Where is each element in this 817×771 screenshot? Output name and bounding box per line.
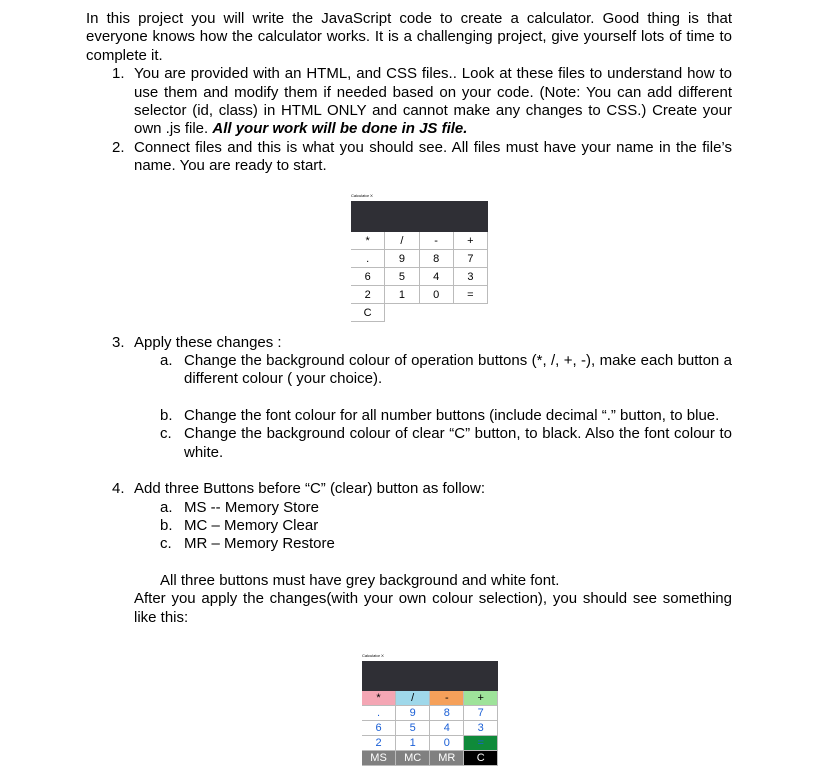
digit-5-button[interactable]: 5 — [396, 721, 430, 736]
sub-label: c. — [160, 535, 172, 553]
calculator-figure-styled — [362, 653, 498, 766]
sub-item-3c — [160, 425, 732, 462]
sub-item-4b-text: MC – Memory Clear — [184, 516, 319, 534]
subtract-button[interactable]: - — [419, 232, 453, 250]
list-item-4 — [112, 480, 732, 498]
divide-button[interactable]: / — [396, 691, 430, 706]
list-item-4-text: Add three Buttons before “C” (clear) button as follow: — [134, 480, 486, 498]
digit-5-button[interactable]: 5 — [385, 268, 419, 286]
equals-button[interactable]: = — [453, 286, 487, 304]
decimal-button[interactable]: . — [362, 706, 396, 721]
clear-button[interactable]: C — [351, 304, 385, 322]
calculator-buttons — [351, 232, 488, 322]
sub-label: b. — [160, 516, 173, 534]
decimal-button[interactable]: . — [351, 250, 385, 268]
calculator-title: Calculator X — [351, 193, 373, 198]
calculator-title: Calculator X — [362, 653, 384, 658]
equals-button[interactable]: = — [464, 736, 498, 751]
digit-6-button[interactable]: 6 — [362, 721, 396, 736]
digit-1-button[interactable]: 1 — [385, 286, 419, 304]
sub-item-4a — [160, 499, 732, 517]
calculator-figure-original — [351, 193, 488, 322]
digit-7-button[interactable]: 7 — [464, 706, 498, 721]
digit-4-button[interactable]: 4 — [419, 268, 453, 286]
list-item-1-emphasis: All your work will be done in JS file. — [212, 120, 468, 138]
add-button[interactable]: + — [464, 691, 498, 706]
digit-1-button[interactable]: 1 — [396, 736, 430, 751]
divide-button[interactable]: / — [385, 232, 419, 250]
sub-item-4b — [160, 517, 732, 535]
digit-0-button[interactable]: 0 — [419, 286, 453, 304]
digit-2-button[interactable]: 2 — [362, 736, 396, 751]
digit-6-button[interactable]: 6 — [351, 268, 385, 286]
list-item-3 — [112, 334, 732, 352]
sub-item-3c-text: Change the background colour of clear “C” button, to black. Also the font colour to white. — [184, 425, 732, 461]
empty-cell — [453, 304, 487, 322]
intro-paragraph: In this project you will write the JavaScript code to create a calculator. Good thing is that everyone knows how the calculator works. It is a challenging project, give yourself lots of time to complete it. — [86, 10, 732, 64]
list-item-3-text: Apply these changes : — [134, 333, 282, 351]
list-number: 3. — [112, 333, 125, 351]
digit-8-button[interactable]: 8 — [430, 706, 464, 721]
memory-store-button[interactable]: MS — [362, 751, 396, 766]
multiply-button[interactable]: * — [351, 232, 385, 250]
digit-8-button[interactable]: 8 — [419, 250, 453, 268]
memory-restore-button[interactable]: MR — [430, 751, 464, 766]
calculator-buttons — [362, 691, 498, 766]
sub-label: c. — [160, 425, 172, 443]
digit-2-button[interactable]: 2 — [351, 286, 385, 304]
sub-label: b. — [160, 406, 173, 424]
list-item-2-text: Connect files and this is what you should see. All files must have your name in the file’s name. You are ready to start. — [134, 138, 732, 175]
memory-clear-button[interactable]: MC — [396, 751, 430, 766]
note-grey-buttons: All three buttons must have grey background and white font. — [160, 571, 560, 589]
digit-0-button[interactable]: 0 — [430, 736, 464, 751]
digit-4-button[interactable]: 4 — [430, 721, 464, 736]
list-item-1-text: You are provided with an HTML, and CSS files.. Look at these files to understand how to use them and modify them if needed based on your code. (Note: You can add different selector (id, class) in HTML ONLY and cannot make any changes to CSS.) Create your own .js file. — [134, 65, 732, 138]
note-result: After you apply the changes(with your own colour selection), you should see something like this: — [134, 590, 732, 626]
sub-label: a. — [160, 352, 173, 370]
list-number: 2. — [112, 138, 125, 156]
sub-item-4c-text: MR – Memory Restore — [184, 535, 335, 553]
list-number: 4. — [112, 480, 125, 498]
sub-item-3a-text: Change the background colour of operation buttons (*, /, +, -), make each button a different colour ( your choice). — [184, 352, 732, 388]
sub-label: a. — [160, 498, 173, 516]
add-button[interactable]: + — [453, 232, 487, 250]
list-number: 1. — [112, 65, 125, 83]
multiply-button[interactable]: * — [362, 691, 396, 706]
sub-item-4c — [160, 535, 732, 553]
digit-9-button[interactable]: 9 — [385, 250, 419, 268]
sub-item-3b-text: Change the font colour for all number buttons (include decimal “.” button, to blue. — [184, 406, 720, 424]
digit-9-button[interactable]: 9 — [396, 706, 430, 721]
sub-item-3a — [160, 352, 732, 389]
digit-7-button[interactable]: 7 — [453, 250, 487, 268]
list-item-2 — [112, 139, 732, 176]
digit-3-button[interactable]: 3 — [464, 721, 498, 736]
empty-cell — [419, 304, 453, 322]
clear-button[interactable]: C — [464, 751, 498, 766]
calculator-display — [362, 661, 498, 691]
calculator-display — [351, 201, 488, 232]
list-item-1 — [112, 65, 732, 139]
sub-item-3b — [160, 407, 732, 425]
sub-item-4a-text: MS -- Memory Store — [184, 498, 320, 516]
empty-cell — [385, 304, 419, 322]
subtract-button[interactable]: - — [430, 691, 464, 706]
digit-3-button[interactable]: 3 — [453, 268, 487, 286]
